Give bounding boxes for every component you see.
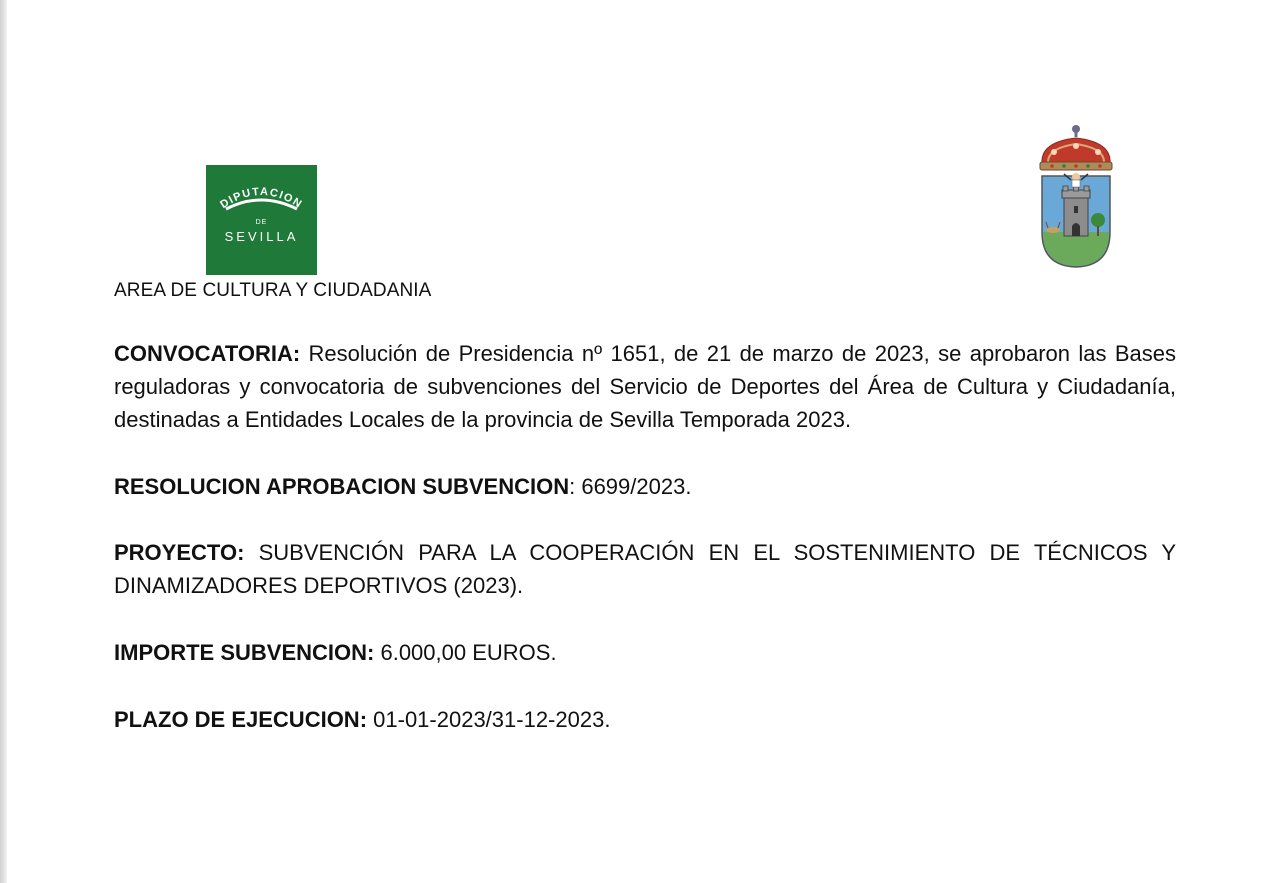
page-edge-shadow	[0, 0, 7, 883]
diputacion-sevilla-logo	[206, 165, 317, 275]
proyecto-text: SUBVENCIÓN PARA LA COOPERACIÓN EN EL SOSTENIMIENTO DE TÉCNICOS Y DINAMIZADORES DEPORTIVOS (2023).	[114, 540, 1176, 598]
plazo-paragraph	[114, 703, 1176, 736]
municipal-coat-of-arms	[1034, 122, 1118, 270]
resolucion-paragraph	[114, 470, 1176, 503]
convocatoria-paragraph	[114, 337, 1176, 436]
importe-label: IMPORTE SUBVENCION:	[114, 640, 375, 665]
logo-arc-text: DIPUTACION	[218, 185, 305, 212]
proyecto-label: PROYECTO:	[114, 540, 245, 565]
department-heading: AREA DE CULTURA Y CIUDADANIA	[114, 280, 432, 301]
resolucion-value: : 6699/2023.	[569, 474, 692, 499]
plazo-label: PLAZO DE EJECUCION:	[114, 707, 368, 732]
logo-sevilla-text: SEVILLA	[224, 229, 299, 244]
convocatoria-label: CONVOCATORIA:	[114, 341, 301, 366]
importe-paragraph	[114, 636, 1176, 669]
logo-de-text: DE	[255, 219, 268, 226]
convocatoria-text: Resolución de Presidencia nº 1651, de 21 de marzo de 2023, se aprobaron las Bases reguladoras y convocatoria de subvenciones del Servicio de Deportes del Área de Cultura y Ciudadanía, destinadas a Entidades Locales de la provincia de Sevilla Temporada 2023.	[114, 341, 1176, 432]
plazo-value: 01-01-2023/31-12-2023.	[367, 707, 611, 732]
resolucion-label: RESOLUCION APROBACION SUBVENCION	[114, 474, 570, 499]
importe-value: 6.000,00 EUROS.	[374, 640, 557, 665]
proyecto-paragraph	[114, 536, 1176, 602]
